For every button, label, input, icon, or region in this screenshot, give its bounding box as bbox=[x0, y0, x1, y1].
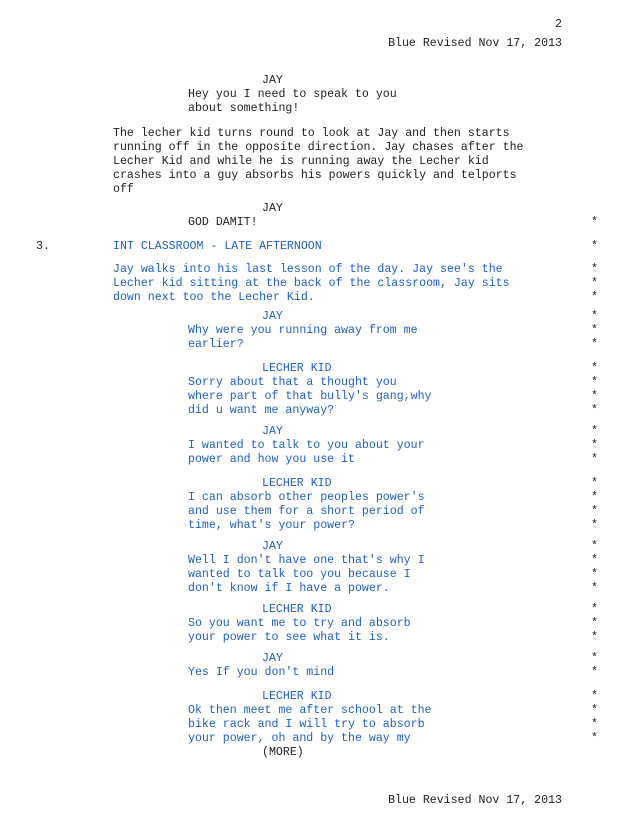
revision-mark: * bbox=[591, 277, 598, 290]
revision-mark: * bbox=[591, 291, 598, 304]
revision-mark: * bbox=[591, 324, 598, 337]
scene-heading: INT CLASSROOM - LATE AFTERNOON bbox=[113, 240, 322, 253]
revision-mark: * bbox=[591, 652, 598, 665]
character-name: LECHER KID bbox=[262, 603, 332, 616]
revision-mark: * bbox=[591, 554, 598, 567]
action-line: crashes into a guy absorbs his powers quickly and telports bbox=[113, 169, 517, 182]
revision-mark: * bbox=[591, 453, 598, 466]
action-line: off bbox=[113, 183, 134, 196]
dialogue-line: Hey you I need to speak to you bbox=[188, 88, 397, 101]
action-line: down next too the Lecher Kid. bbox=[113, 291, 315, 304]
dialogue-line: your power, oh and by the way my bbox=[188, 732, 411, 745]
revision-mark: * bbox=[591, 505, 598, 518]
revision-mark: * bbox=[591, 240, 598, 253]
dialogue-line: and use them for a short period of bbox=[188, 505, 425, 518]
dialogue-line: Why were you running away from me bbox=[188, 324, 418, 337]
revision-mark: * bbox=[591, 376, 598, 389]
revision-mark: * bbox=[591, 718, 598, 731]
revision-mark: * bbox=[591, 732, 598, 745]
character-name: LECHER KID bbox=[262, 690, 332, 703]
character-name: LECHER KID bbox=[262, 362, 332, 375]
action-line: running off in the opposite direction. Jay chases after the bbox=[113, 141, 524, 154]
dialogue-line: I can absorb other peoples power's bbox=[188, 491, 425, 504]
revision-mark: * bbox=[591, 216, 598, 229]
revision-mark: * bbox=[591, 477, 598, 490]
revision-mark: * bbox=[591, 362, 598, 375]
character-name: JAY bbox=[262, 310, 283, 323]
revision-mark: * bbox=[591, 631, 598, 644]
revision-mark: * bbox=[591, 666, 598, 679]
action-line: Jay walks into his last lesson of the day. Jay see's the bbox=[113, 263, 503, 276]
revision-mark: * bbox=[591, 704, 598, 717]
dialogue-line: don't know if I have a power. bbox=[188, 582, 390, 595]
dialogue-line: bike rack and I will try to absorb bbox=[188, 718, 425, 731]
dialogue-line: wanted to talk too you because I bbox=[188, 568, 411, 581]
more-indicator: (MORE) bbox=[262, 746, 304, 759]
character-name: JAY bbox=[262, 202, 283, 215]
revision-mark: * bbox=[591, 404, 598, 417]
character-name: JAY bbox=[262, 540, 283, 553]
action-line: Lecher Kid and while he is running away the Lecher kid bbox=[113, 155, 489, 168]
dialogue-line: Yes If you don't mind bbox=[188, 666, 335, 679]
header-revision: Blue Revised Nov 17, 2013 bbox=[388, 37, 562, 50]
revision-mark: * bbox=[591, 310, 598, 323]
revision-mark: * bbox=[591, 491, 598, 504]
revision-mark: * bbox=[591, 603, 598, 616]
dialogue-line: Well I don't have one that's why I bbox=[188, 554, 425, 567]
dialogue-line: Sorry about that a thought you bbox=[188, 376, 397, 389]
revision-mark: * bbox=[591, 617, 598, 630]
character-name: JAY bbox=[262, 425, 283, 438]
revision-mark: * bbox=[591, 568, 598, 581]
character-name: LECHER KID bbox=[262, 477, 332, 490]
page-number: 2 bbox=[555, 18, 562, 31]
character-name: JAY bbox=[262, 74, 283, 87]
dialogue-line: I wanted to talk to you about your bbox=[188, 439, 425, 452]
revision-mark: * bbox=[591, 540, 598, 553]
revision-mark: * bbox=[591, 690, 598, 703]
footer-revision: Blue Revised Nov 17, 2013 bbox=[388, 794, 562, 807]
dialogue-line: So you want me to try and absorb bbox=[188, 617, 411, 630]
revision-mark: * bbox=[591, 519, 598, 532]
dialogue-line: power and how you use it bbox=[188, 453, 355, 466]
dialogue-line: did u want me anyway? bbox=[188, 404, 335, 417]
revision-mark: * bbox=[591, 582, 598, 595]
revision-mark: * bbox=[591, 338, 598, 351]
dialogue-line: time, what's your power? bbox=[188, 519, 355, 532]
dialogue-line: Ok then meet me after school at the bbox=[188, 704, 432, 717]
revision-mark: * bbox=[591, 439, 598, 452]
revision-mark: * bbox=[591, 390, 598, 403]
revision-mark: * bbox=[591, 425, 598, 438]
dialogue-line: your power to see what it is. bbox=[188, 631, 390, 644]
dialogue-line: GOD DAMIT! bbox=[188, 216, 258, 229]
revision-mark: * bbox=[591, 263, 598, 276]
dialogue-line: where part of that bully's gang,why bbox=[188, 390, 432, 403]
dialogue-line: earlier? bbox=[188, 338, 244, 351]
scene-number: 3. bbox=[36, 240, 50, 253]
action-line: Lecher kid sitting at the back of the classroom, Jay sits bbox=[113, 277, 510, 290]
character-name: JAY bbox=[262, 652, 283, 665]
dialogue-line: about something! bbox=[188, 102, 300, 115]
action-line: The lecher kid turns round to look at Jay and then starts bbox=[113, 127, 510, 140]
